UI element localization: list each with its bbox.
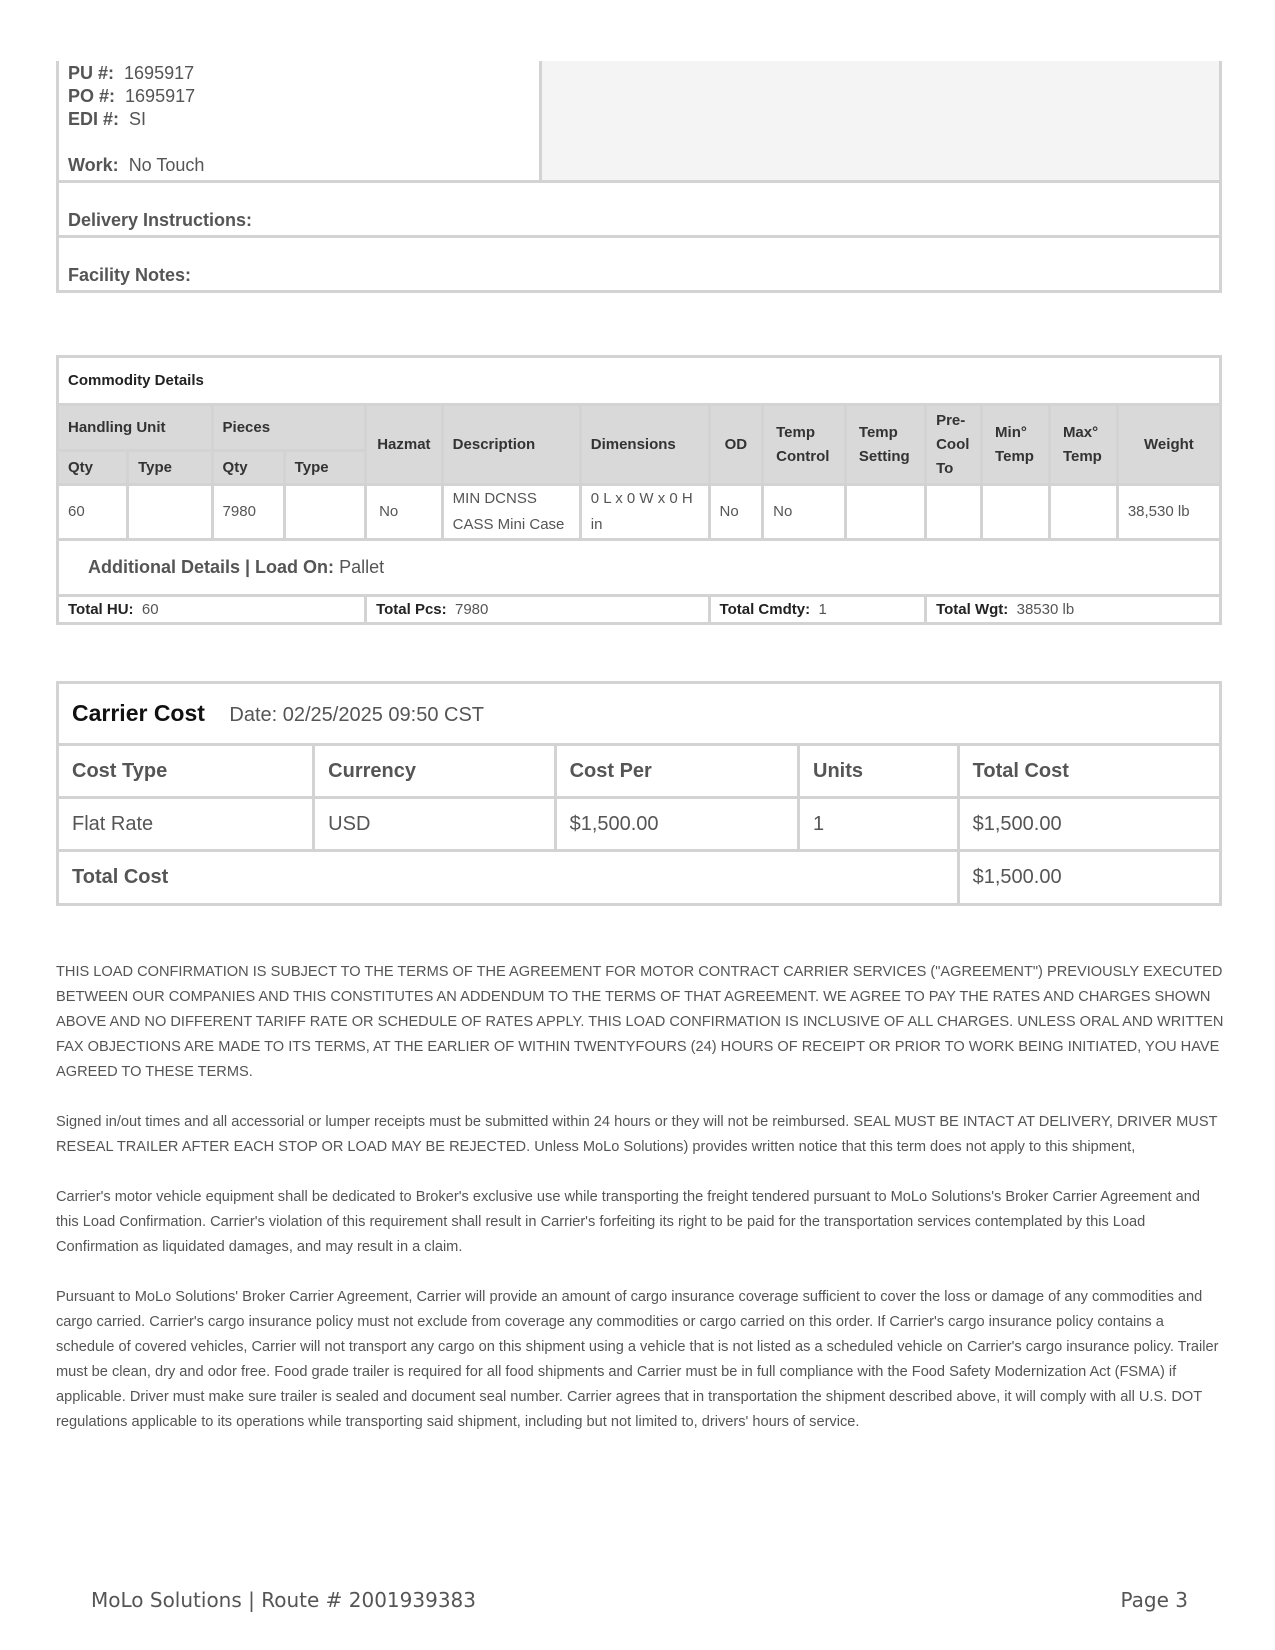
total-cost-value: $1,500.00	[958, 851, 1220, 905]
cost-type-cell: Flat Rate	[58, 798, 314, 851]
commodity-details-title: Commodity Details	[58, 357, 1221, 405]
stop-references	[59, 61, 542, 180]
weight-header: Weight	[1117, 405, 1220, 485]
units-header: Units	[799, 745, 959, 798]
weight-cell: 38,530 lb	[1117, 485, 1220, 540]
total-hu-label: Total HU:	[68, 601, 134, 618]
commodity-details-table	[56, 355, 1222, 625]
pre-cool-cell	[926, 485, 982, 540]
facility-notes-label: Facility Notes:	[68, 265, 192, 285]
load-on-value: Pallet	[339, 557, 385, 577]
work-value: No Touch	[128, 155, 205, 175]
total-wgt-label: Total Wgt:	[936, 601, 1009, 618]
temp-setting-header: Temp Setting	[845, 405, 925, 485]
currency-cell: USD	[314, 798, 555, 851]
cost-per-cell: $1,500.00	[555, 798, 798, 851]
pcs-type-header: Type	[284, 451, 365, 485]
total-hu-value: 60	[141, 601, 159, 618]
description-cell: MIN DCNSS CASS Mini Case	[442, 485, 580, 540]
edi-label: EDI #:	[68, 109, 120, 129]
total-cmdty-label: Total Cmdty:	[719, 601, 811, 618]
min-temp-header: Min° Temp	[982, 405, 1050, 485]
po-label: PO #:	[68, 86, 116, 106]
hu-type-header: Type	[128, 451, 212, 485]
carrier-cost-date: Date: 02/25/2025 09:50 CST	[229, 704, 485, 726]
carrier-cost-table	[56, 681, 1222, 906]
hazmat-header: Hazmat	[366, 405, 443, 485]
terms-paragraph: THIS LOAD CONFIRMATION IS SUBJECT TO THE TERMS OF THE AGREEMENT FOR MOTOR CONTRACT CARRIER SERVICES ("AGREEMENT") PREVIOUSLY EXECUTED BETWEEN OUR COMPANIES AND THIS CONSTITUTES AN ADDENDUM TO THE TERMS OF THAT AGREEMENT. WE AGREE TO PAY THE RATES AND CHARGES SHOWN ABOVE AND NO DIFFERENT TARIFF RATE OR SCHEDULE OF RATES APPLY. THIS LOAD CONFIRMATION IS INCLUSIVE OF ALL CHARGES. UNLESS ORAL AND WRITTEN FAX OBJECTIONS ARE MADE TO ITS TERMS, AT THE EARLIER OF WITHIN TWENTYFOURS (24) HOURS OF RECEIPT OR PRIOR TO WORK BEING INITIATED, YOU HAVE AGREED TO THESE TERMS.	[56, 964, 1224, 1080]
po-value: 1695917	[125, 86, 196, 106]
delivery-instructions-row	[59, 183, 1219, 238]
temp-setting-cell	[845, 485, 925, 540]
stop-empty-panel	[542, 61, 1219, 180]
table-row	[58, 485, 1221, 540]
dimensions-header: Dimensions	[580, 405, 709, 485]
pu-label: PU #:	[68, 63, 115, 83]
cost-type-header: Cost Type	[58, 745, 314, 798]
work-label: Work:	[68, 155, 119, 175]
total-wgt-value: 38530 lb	[1016, 601, 1075, 618]
additional-details-label: Additional Details | Load On:	[88, 557, 335, 577]
od-header: OD	[709, 405, 763, 485]
carrier-cost-title: Carrier Cost	[72, 700, 205, 726]
work-line	[68, 154, 539, 177]
footer-route: MoLo Solutions | Route # 2001939383	[91, 1588, 476, 1612]
commodity-totals-row	[58, 596, 1221, 624]
hu-qty-header: Qty	[58, 451, 128, 485]
edi-number-line	[68, 108, 539, 131]
edi-value: SI	[129, 109, 147, 129]
delivery-instructions-label: Delivery Instructions:	[68, 210, 253, 230]
terms-paragraph: Pursuant to MoLo Solutions' Broker Carrier Agreement, Carrier will provide an amount of cargo insurance coverage sufficient to cover the loss or damage of any commodities and cargo carried. Carrier's cargo insurance policy must not exclude from coverage any commodities or cargo carried on this order. If Carrier's cargo insurance policy contains a schedule of covered vehicles, Carrier will not transport any cargo on this shipment using a vehicle that is not listed as a scheduled vehicle on Carrier's cargo insurance policy. Trailer must be clean, dry and odor free. Food grade trailer is required for all food shipments and Carrier must be in full compliance with the Food Safety Modernization Act (FSMA) if applicable. Driver must make sure trailer is sealed and document seal number. Carrier agrees that in transportation the shipment described above, it will comply with all U.S. DOT regulations applicable to its operations while transporting said shipment, including but not limited to, drivers' hours of service.	[56, 1289, 1219, 1430]
footer-page-number: Page 3	[1120, 1588, 1188, 1612]
min-temp-cell	[982, 485, 1050, 540]
dimensions-cell: 0 L x 0 W x 0 H in	[580, 485, 709, 540]
cost-per-header: Cost Per	[555, 745, 798, 798]
facility-notes-row	[59, 238, 1219, 290]
units-cell: 1	[799, 798, 959, 851]
additional-details-row	[58, 540, 1221, 596]
od-cell: No	[709, 485, 763, 540]
pieces-header: Pieces	[212, 405, 366, 451]
carrier-cost-total-row	[58, 851, 1221, 905]
total-cost-label: Total Cost	[58, 851, 959, 905]
total-pcs-value: 7980	[454, 601, 489, 618]
pcs-qty-cell: 7980	[212, 485, 284, 540]
pcs-type-cell	[284, 485, 365, 540]
pu-value: 1695917	[124, 63, 195, 83]
hu-qty-cell: 60	[58, 485, 128, 540]
hazmat-cell: No	[366, 485, 443, 540]
temp-control-cell: No	[763, 485, 846, 540]
terms-paragraph: Signed in/out times and all accessorial or lumper receipts must be submitted within 24 hours or they will not be reimbursed. SEAL MUST BE INTACT AT DELIVERY, DRIVER MUST RESEAL TRAILER AFTER EACH STOP OR LOAD MAY BE REJECTED. Unless MoLo Solutions) provides written notice that this term does not apply to this shipment,	[56, 1114, 1218, 1155]
temp-control-header: Temp Control	[763, 405, 846, 485]
handling-unit-header: Handling Unit	[58, 405, 213, 451]
hu-type-cell	[128, 485, 212, 540]
description-header: Description	[442, 405, 580, 485]
total-cost-header: Total Cost	[958, 745, 1220, 798]
pre-cool-header: Pre-Cool To	[926, 405, 982, 485]
max-temp-header: Max° Temp	[1049, 405, 1117, 485]
terms-and-conditions	[56, 960, 1224, 1460]
pu-number-line	[68, 62, 539, 85]
pcs-qty-header: Qty	[212, 451, 284, 485]
po-number-line	[68, 85, 539, 108]
currency-header: Currency	[314, 745, 555, 798]
stop-details-block	[56, 61, 1222, 293]
table-row	[58, 798, 1221, 851]
total-cost-cell: $1,500.00	[958, 798, 1220, 851]
total-pcs-label: Total Pcs:	[376, 601, 447, 618]
total-cmdty-value: 1	[818, 601, 827, 618]
max-temp-cell	[1049, 485, 1117, 540]
terms-paragraph: Carrier's motor vehicle equipment shall be dedicated to Broker's exclusive use while transporting the freight tendered pursuant to MoLo Solutions's Broker Carrier Agreement and this Load Confirmation. Carrier's violation of this requirement shall result in Carrier's forfeiting its right to be paid for the transportation services contemplated by this Load Confirmation as liquidated damages, and may result in a claim.	[56, 1189, 1201, 1255]
